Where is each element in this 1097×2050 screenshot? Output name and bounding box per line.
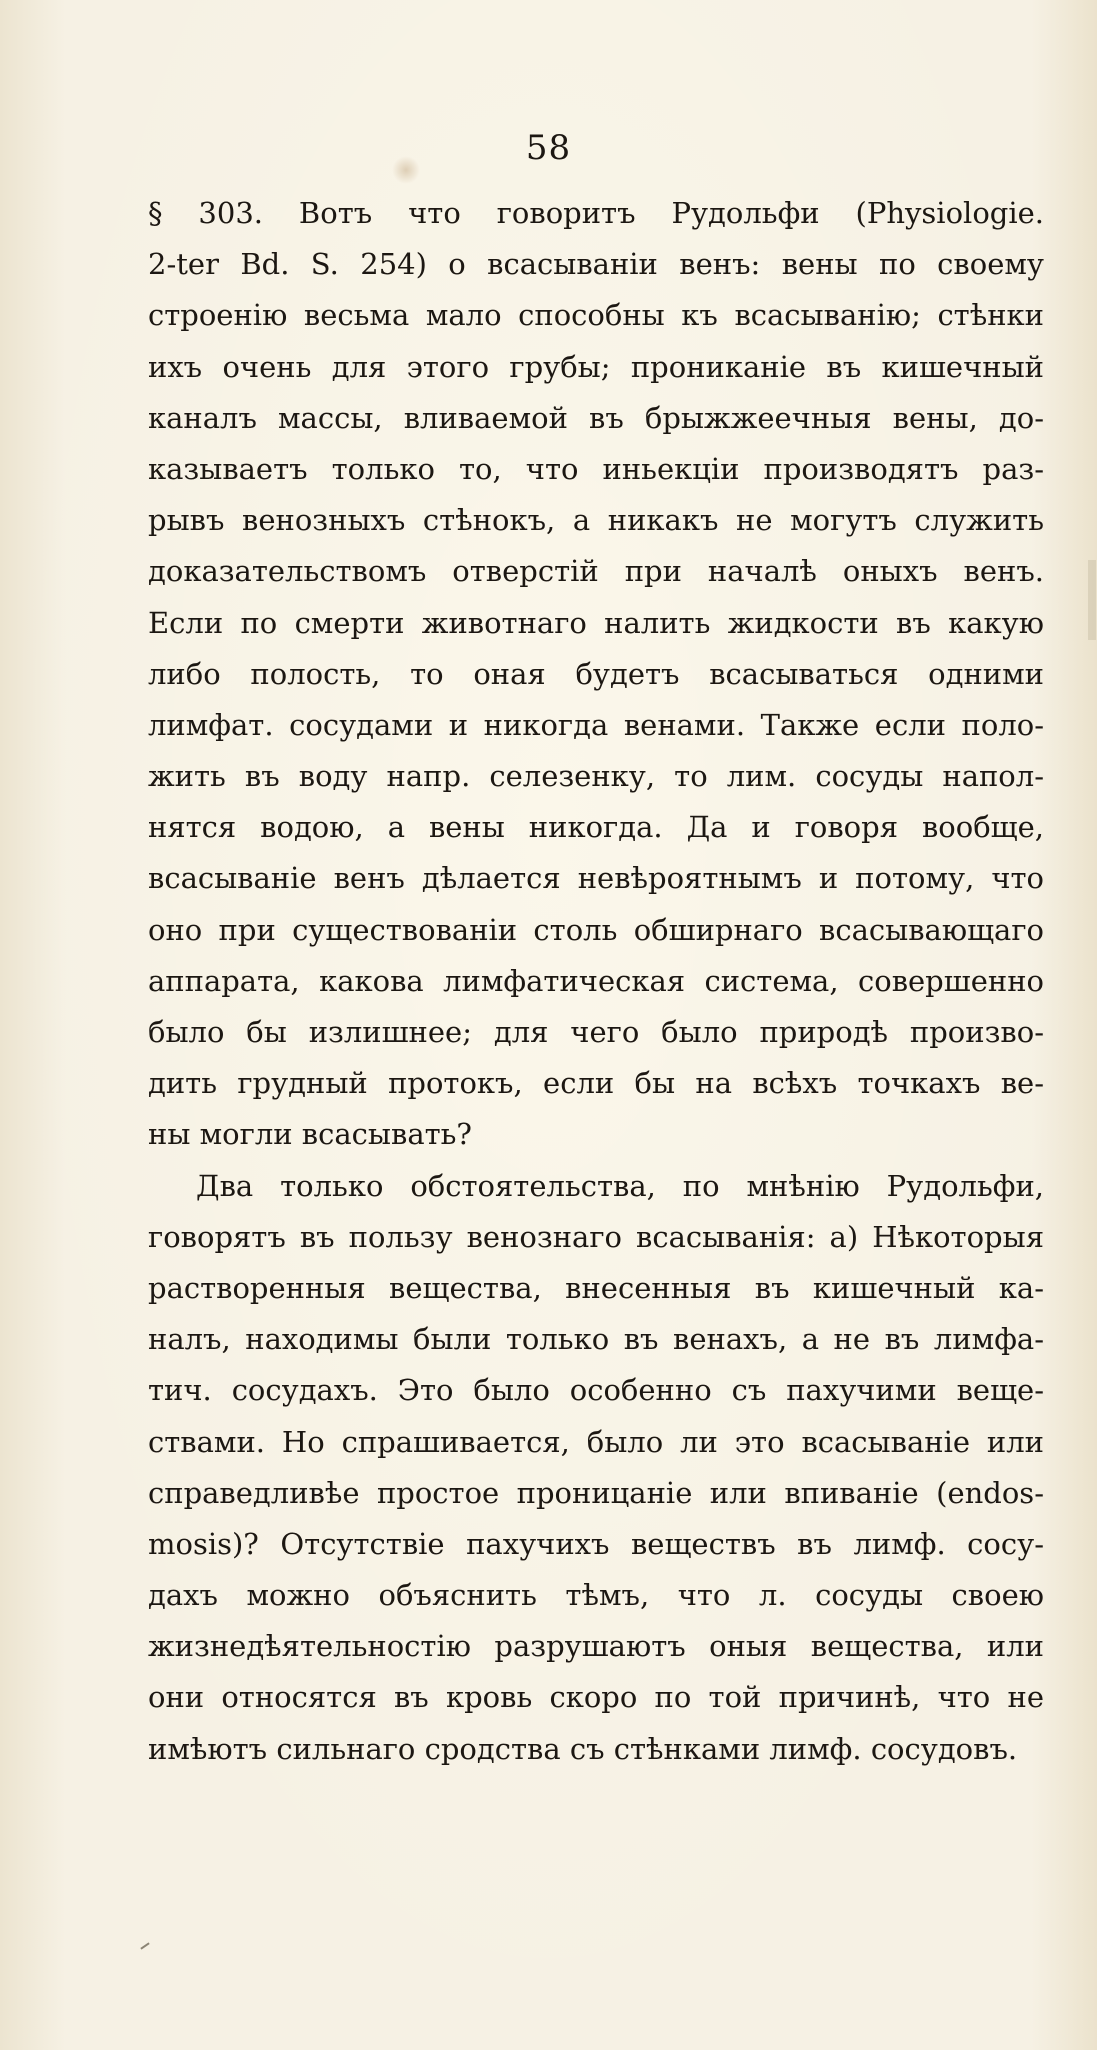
text-line: строенію весьма мало способны къ всасыванію; стѣнки: [148, 298, 1044, 333]
text-line: дахъ можно объяснить тѣмъ, что л. сосуды своею: [148, 1578, 1044, 1613]
text-line: жизнедѣятельностію разрушаютъ оныя вещества, или: [148, 1629, 1044, 1664]
text-line: аппарата, какова лимфатическая система, совершенно: [148, 963, 1044, 998]
text-line: ихъ очень для этого грубы; прониканіе въ кишечный: [148, 349, 1044, 384]
text-line: имѣютъ сильнаго сродства съ стѣнками лимф. сосудовъ.: [148, 1731, 1018, 1766]
text-line: всасываніе венъ дѣлается невѣроятнымъ и потому, что: [148, 861, 1044, 896]
text-line: говорятъ въ пользу венознаго всасыванія: а) Нѣкоторыя: [148, 1219, 1044, 1254]
text-line: ны могли всасывать?: [148, 1117, 472, 1152]
text-line: казываетъ только то, что иньекціи производятъ раз-: [148, 451, 1044, 486]
text-line: было бы излишнее; для чего было природѣ произво-: [148, 1015, 1044, 1049]
body-text: [148, 188, 1044, 1775]
text-line: Если по смерти животнаго налить жидкости въ какую: [148, 605, 1044, 640]
text-line: 2-ter Bd. S. 254) о всасываніи венъ: вены по своему: [148, 247, 1044, 282]
text-line: Два только обстоятельства, по мнѣнію Рудольфи,: [196, 1168, 1044, 1203]
text-line: растворенныя вещества, внесенныя въ кишечный ка-: [148, 1270, 1044, 1305]
text-line: доказательствомъ отверстій при началѣ оныхъ венъ.: [148, 554, 1044, 589]
stray-mark: [140, 1942, 149, 1949]
text-line: лимфат. сосудами и никогда венами. Также если поло-: [148, 707, 1044, 742]
text-line: дить грудный протокъ, если бы на всѣхъ точкахъ ве-: [148, 1066, 1044, 1101]
page-number: 58: [525, 128, 572, 168]
text-line: жить въ воду напр. селезенку, то лим. сосуды напол-: [148, 759, 1044, 794]
text-line: ствами. Но спрашивается, было ли это всасываніе или: [148, 1424, 1044, 1459]
text-line: налъ, находимы были только въ венахъ, а не въ лимфа-: [148, 1322, 1044, 1357]
text-line: справедливѣе простое проницаніе или впиваніе (endos-: [148, 1475, 1044, 1510]
text-line: каналъ массы, вливаемой въ брыжжеечныя вены, до-: [148, 400, 1044, 435]
text-line: нятся водою, а вены никогда. Да и говоря вообще,: [148, 810, 1044, 845]
text-line: тич. сосудахъ. Это было особенно съ пахучими веще-: [148, 1373, 1044, 1408]
text-line: либо полость, то оная будетъ всасываться одними: [148, 656, 1044, 691]
page-edge-shadow: [1088, 560, 1096, 640]
text-line: § 303. Вотъ что говоритъ Рудольфи (Physiologie.: [148, 196, 1044, 230]
text-line: они относятся въ кровь скоро по той причинѣ, что не: [148, 1680, 1044, 1715]
text-line: рывъ венозныхъ стѣнокъ, а никакъ не могутъ служить: [148, 503, 1044, 538]
text-line: оно при существованіи столь обширнаго всасывающаго: [148, 912, 1044, 947]
text-line: mosis)? Отсутствіе пахучихъ веществъ въ лимф. сосу-: [148, 1526, 1044, 1561]
